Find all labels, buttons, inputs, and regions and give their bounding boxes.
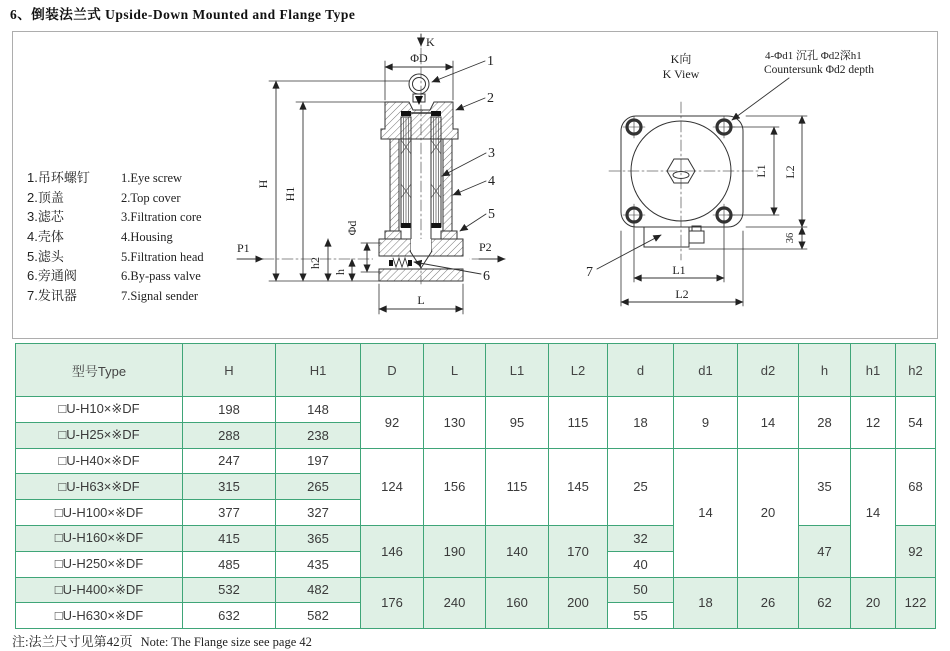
dim-H1: H1	[283, 186, 297, 202]
table-cell: 32	[608, 525, 674, 551]
table-cell: 632	[183, 603, 276, 629]
page-title: 6、倒装法兰式 Upside-Down Mounted and Flange Type	[10, 7, 356, 22]
row-type-label: □U-H160×※DF	[16, 525, 183, 551]
table-cell: 14	[738, 397, 799, 449]
table-cell: 40	[608, 551, 674, 577]
countersink-note-cn: 4-Φd1 沉孔 Φd2深h1	[765, 50, 862, 62]
table-cell: 55	[608, 603, 674, 629]
table-cell: 124	[361, 448, 424, 525]
table-cell: 54	[896, 397, 936, 449]
table-cell: 482	[276, 577, 361, 603]
footnote	[12, 631, 312, 651]
parts-list-item	[27, 227, 204, 247]
footnote-cn: 注:法兰尺寸见第42页	[12, 634, 133, 649]
parts-list-item	[27, 247, 204, 267]
table-cell: 25	[608, 448, 674, 525]
part-name-cn: 4.壳体	[27, 229, 64, 245]
part-name-en: 2.Top cover	[121, 190, 181, 205]
dim-L: L	[417, 293, 425, 307]
table-cell: 327	[276, 500, 361, 526]
callout-4: 4	[488, 174, 495, 189]
part-name-cn: 3.滤芯	[27, 209, 64, 225]
k-direction-label: K	[426, 35, 435, 49]
table-cell: 130	[424, 397, 486, 449]
table-cell: 238	[276, 422, 361, 448]
callout-3: 3	[488, 146, 495, 161]
table-cell: 20	[851, 577, 896, 629]
table-cell: 50	[608, 577, 674, 603]
table-cell: 92	[361, 397, 424, 449]
table-cell: 377	[183, 500, 276, 526]
dim-L2-vertical: L2	[783, 165, 797, 179]
port-p1-label: P1	[237, 241, 250, 255]
row-type-label: □U-H400×※DF	[16, 577, 183, 603]
table-cell: 35	[799, 448, 851, 525]
part-name-cn: 7.发讯器	[27, 288, 77, 304]
table-cell: 247	[183, 448, 276, 474]
k-view-title-cn: K向	[670, 52, 692, 66]
main-section-drawing	[237, 34, 505, 314]
table-header-row	[16, 344, 936, 397]
table-cell: 190	[424, 525, 486, 577]
col-header-D: D	[361, 344, 424, 397]
port-p2-label: P2	[479, 240, 492, 254]
part-name-en: 3.Filtration core	[121, 210, 202, 225]
dim-L1-horizontal: L1	[672, 263, 686, 277]
k-view-labels	[586, 48, 874, 301]
part-name-cn: 1.吊环螺钉	[27, 170, 90, 185]
table-cell: 18	[674, 577, 738, 629]
parts-list-item	[27, 207, 204, 227]
col-header-h: h	[799, 344, 851, 397]
col-header-d2: d2	[738, 344, 799, 397]
table-cell: 95	[486, 397, 549, 449]
table-cell: 200	[549, 577, 608, 629]
col-header-h1: h1	[851, 344, 896, 397]
table-cell: 20	[738, 448, 799, 577]
table-cell: 122	[896, 577, 936, 629]
dim-phid: Φd	[345, 220, 359, 236]
callout-2: 2	[487, 91, 494, 106]
row-type-label: □U-H40×※DF	[16, 448, 183, 474]
part-name-cn: 2.顶盖	[27, 189, 64, 205]
dim-36: 36	[785, 232, 796, 244]
table-cell: 140	[486, 525, 549, 577]
col-header-L: L	[424, 344, 486, 397]
table-cell: 288	[183, 422, 276, 448]
dim-L1-vertical: L1	[754, 164, 768, 178]
table-cell: 197	[276, 448, 361, 474]
table-cell: 92	[896, 525, 936, 577]
part-name-en: 4.Housing	[121, 230, 173, 245]
parts-legend	[27, 168, 204, 306]
countersink-note-en: Countersunk Φd2 depth	[764, 64, 874, 76]
table-cell: 582	[276, 603, 361, 629]
col-header-d: d	[608, 344, 674, 397]
table-row	[16, 397, 936, 423]
table-cell: 115	[549, 397, 608, 449]
table-cell: 265	[276, 474, 361, 500]
table-cell: 240	[424, 577, 486, 629]
table-cell: 115	[486, 448, 549, 525]
dim-phiD: ΦD	[410, 51, 428, 65]
row-type-label: □U-H25×※DF	[16, 422, 183, 448]
dim-L2-horizontal: L2	[675, 287, 689, 301]
row-type-label: □U-H100×※DF	[16, 500, 183, 526]
part-name-en: 5.Filtration head	[121, 249, 204, 264]
table-cell: 365	[276, 525, 361, 551]
col-header-type: 型号Type	[16, 344, 183, 397]
table-cell: 532	[183, 577, 276, 603]
table-cell: 156	[424, 448, 486, 525]
parts-list-item	[27, 286, 204, 306]
table-cell: 9	[674, 397, 738, 449]
table-cell: 435	[276, 551, 361, 577]
table-cell: 170	[549, 525, 608, 577]
callout-1: 1	[487, 54, 494, 69]
table-cell: 62	[799, 577, 851, 629]
col-header-H1: H1	[276, 344, 361, 397]
dim-h: h	[333, 269, 347, 275]
drawing-panel	[12, 31, 938, 339]
table-cell: 14	[851, 448, 896, 577]
row-type-label: □U-H63×※DF	[16, 474, 183, 500]
table-row	[16, 448, 936, 474]
table-cell: 485	[183, 551, 276, 577]
dimension-table	[15, 343, 936, 629]
parts-list-item	[27, 266, 204, 286]
table-cell: 145	[549, 448, 608, 525]
footnote-en: Note: The Flange size see page 42	[140, 635, 312, 649]
parts-list-item	[27, 188, 204, 208]
col-header-L1: L1	[486, 344, 549, 397]
part-name-en: 6.By-pass valve	[121, 269, 201, 284]
part-name-en: 1.Eye screw	[121, 171, 183, 185]
table-cell: 47	[799, 525, 851, 577]
parts-list-item	[27, 168, 204, 188]
row-type-label: □U-H250×※DF	[16, 551, 183, 577]
table-cell: 415	[183, 525, 276, 551]
dim-H: H	[256, 179, 270, 189]
table-cell: 18	[608, 397, 674, 449]
k-view-drawing	[597, 78, 807, 306]
table-cell: 12	[851, 397, 896, 449]
table-cell: 148	[276, 397, 361, 423]
table-cell: 68	[896, 448, 936, 525]
table-cell: 146	[361, 525, 424, 577]
col-header-h2: h2	[896, 344, 936, 397]
dim-h2: h2	[308, 257, 322, 269]
part-name-en: 7.Signal sender	[121, 289, 199, 304]
row-type-label: □U-H10×※DF	[16, 397, 183, 423]
k-view-title-en: K View	[662, 67, 700, 81]
table-cell: 176	[361, 577, 424, 629]
callout-7: 7	[586, 265, 593, 280]
table-cell: 14	[674, 448, 738, 577]
table-cell: 28	[799, 397, 851, 449]
callout-6: 6	[483, 269, 490, 284]
table-cell: 26	[738, 577, 799, 629]
col-header-d1: d1	[674, 344, 738, 397]
col-header-L2: L2	[549, 344, 608, 397]
table-cell: 160	[486, 577, 549, 629]
part-name-cn: 6.旁通阀	[27, 268, 77, 284]
callout-5: 5	[488, 207, 495, 222]
table-cell: 198	[183, 397, 276, 423]
part-name-cn: 5.滤头	[27, 248, 64, 264]
table-row	[16, 577, 936, 603]
table-cell: 315	[183, 474, 276, 500]
row-type-label: □U-H630×※DF	[16, 603, 183, 629]
col-header-H: H	[183, 344, 276, 397]
